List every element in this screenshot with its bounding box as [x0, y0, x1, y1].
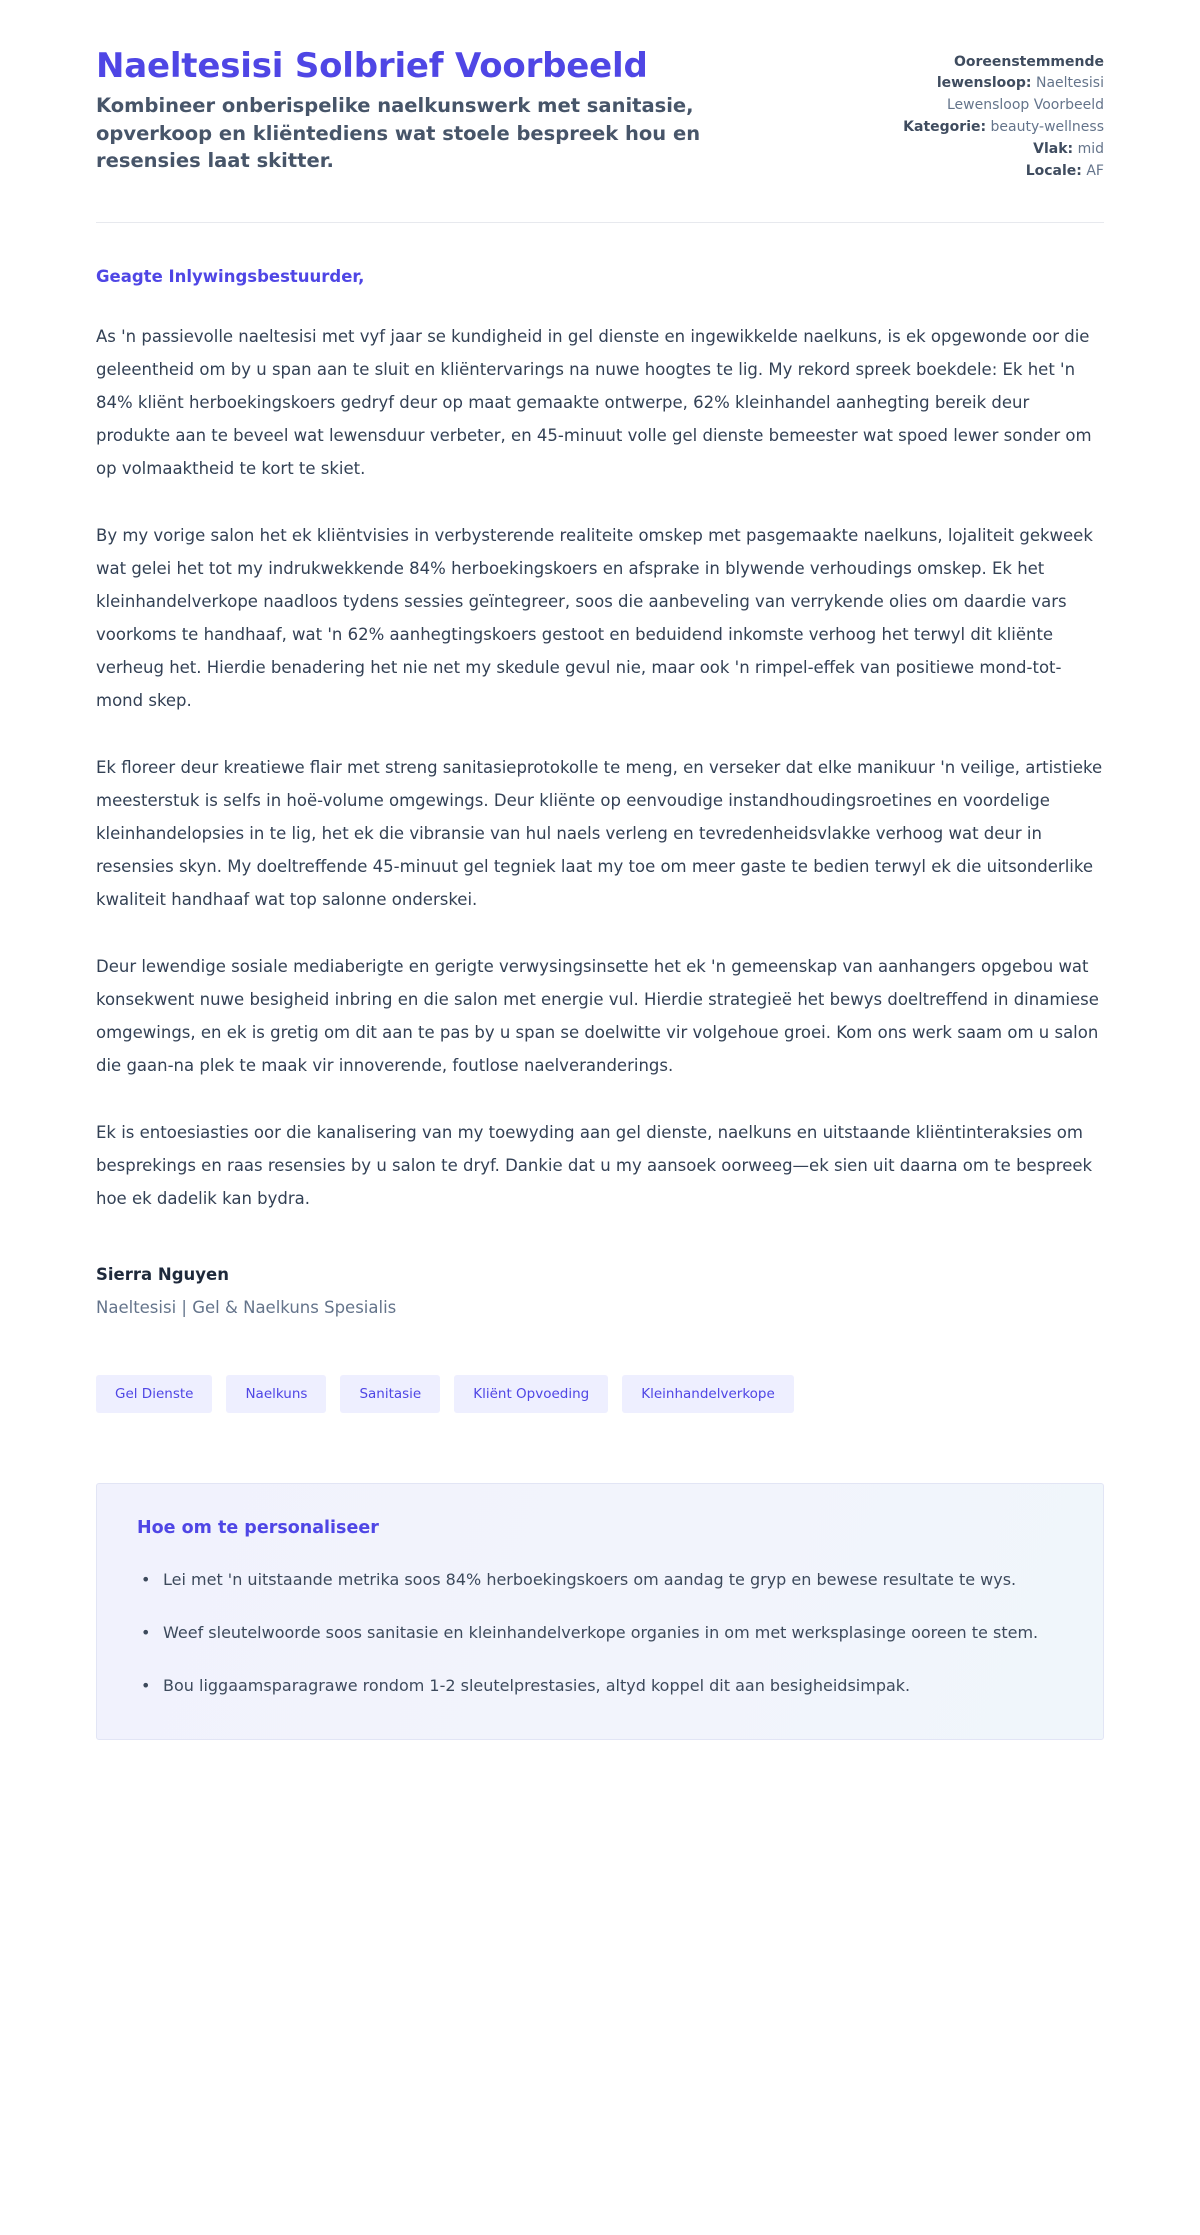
tag-chip[interactable]: Naelkuns — [226, 1375, 326, 1413]
callout-title: Hoe om te personaliseer — [137, 1517, 379, 1538]
metadata-value-category: beauty-wellness — [990, 118, 1104, 135]
document-metadata — [894, 46, 1104, 184]
letter-body — [96, 223, 1104, 1215]
callout-tip-list — [137, 1564, 1063, 1702]
page-subtitle: Kombineer onberispelike naelkunswerk met sanitasie, opverkoop en kliëntediens wat stoele bespreek hou en resensies laat skitter. — [96, 94, 701, 173]
tag-chip[interactable]: Kliënt Opvoeding — [454, 1375, 608, 1413]
callout-tip-item: • Lei met 'n uitstaande metrika soos 84% herboekingskoers om aandag te gryp en bewese resultate te wys. — [137, 1564, 1063, 1595]
tag-chip[interactable]: Gel Dienste — [96, 1375, 212, 1413]
metadata-row-resume — [894, 52, 1104, 116]
document-header — [96, 46, 1104, 184]
letter-paragraph: Ek floreer deur kreatiewe flair met streng sanitasieprotokolle te meng, en verseker dat elke manikuur 'n veilige, artistieke meesterstuk is selfs in hoë-volume omgewings. Deur kliënte op eenvoudige instandhoudingsroetines en voordelige kleinhandelopsies in te lig, het ek die vibransie van hul naels verleng en tevredenheidsvlakke verhoog wat deur in resensies skyn. My doeltreffende 45-minuut gel tegniek laat my toe om meer gaste te bedien terwyl ek die uitsonderlike kwaliteit handhaaf wat top salonne onderskei. — [96, 757, 1103, 909]
signature-block — [96, 1265, 1104, 1317]
letter-paragraph: As 'n passievolle naeltesisi met vyf jaar se kundigheid in gel dienste en ingewikkelde naelkuns, is ek opgewonde oor die geleentheid om by u span aan te sluit en kliëntervarings na nuwe hoogtes te lig. My rekord spreek boekdele: Ek het 'n 84% kliënt herboekingskoers gedryf deur op maat gemaakte ontwerpe, 62% kleinhandel aanhegting bereik deur produkte aan te beveel wat lewensduur verbeter, en 45-minuut volle gel dienste bemeester wat spoed lewer sonder om op volmaaktheid te kort te skiet. — [96, 326, 1092, 478]
metadata-label-category: Kategorie: — [903, 118, 987, 135]
metadata-row-level — [894, 139, 1104, 160]
metadata-value-level: mid — [1077, 141, 1104, 158]
metadata-label-resume: Ooreenstemmende lewensloop: — [936, 54, 1104, 92]
callout-tip-item: • Bou liggaamsparagrawe rondom 1-2 sleutelprestasies, altyd koppel dit aan besigheidsimpak. — [137, 1670, 1063, 1701]
metadata-value-locale: AF — [1086, 163, 1104, 180]
header-title-block — [96, 46, 796, 175]
metadata-row-category — [894, 117, 1104, 138]
callout-tip-item: • Weef sleutelwoorde soos sanitasie en kleinhandelverkope organies in om met werksplasinge ooreen te stem. — [137, 1617, 1063, 1648]
letter-paragraph: Ek is entoesiasties oor die kanalisering van my toewyding aan gel dienste, naelkuns en uitstaande kliëntinteraksies om besprekings en raas resensies by u salon te dryf. Dankie dat u my aansoek oorweeg—ek sien uit daarna om te bespreek hoe ek dadelik kan bydra. — [96, 1122, 1093, 1208]
metadata-row-locale — [894, 161, 1104, 182]
letter-salutation: Geagte Inlywingsbestuurder, — [96, 266, 365, 286]
signature-role: Naeltesisi | Gel & Naelkuns Spesialis — [96, 1297, 397, 1317]
tag-chip[interactable]: Kleinhandelverkope — [622, 1375, 794, 1413]
page-title: Naeltesisi Solbrief Voorbeeld — [96, 46, 648, 86]
personalization-callout — [96, 1483, 1104, 1741]
tag-chip[interactable]: Sanitasie — [340, 1375, 440, 1413]
signature-name: Sierra Nguyen — [96, 1264, 229, 1284]
metadata-value-resume: Naeltesisi Lewensloop Voorbeeld — [946, 75, 1104, 113]
metadata-label-level: Vlak: — [1033, 141, 1074, 158]
letter-paragraph: By my vorige salon het ek kliëntvisies in verbysterende realiteite omskep met pasgemaakte naelkuns, lojaliteit gekweek wat gelei het tot my indrukwekkende 84% herboekingskoers en afsprake in blywende verhoudings omskep. Ek het kleinhandelverkope naadloos tydens sessies geïntegreer, soos die aanbeveling van verrykende olies om daardie vars voorkoms te handhaaf, wat 'n 62% aanhegtingskoers gestoot en beduidend inkomste verhoog het terwyl dit kliënte verheug het. Hierdie benadering het nie net my skedule gevul nie, maar ook 'n rimpel-effek van positiewe mond-tot-mond skep. — [96, 525, 1093, 710]
tag-list — [96, 1375, 1104, 1413]
metadata-label-locale: Locale: — [1025, 163, 1082, 180]
letter-paragraph: Deur lewendige sosiale mediaberigte en gerigte verwysingsinsette het ek 'n gemeenskap van aanhangers opgebou wat konsekwent nuwe besigheid inbring en die salon met energie vul. Hierdie strategieë het bewys doeltreffend in dinamiese omgewings, en ek is gretig om dit aan te pas by u span se doelwitte vir volgehoue groei. Kom ons werk saam om u salon die gaan-na plek te maak vir innoverende, foutlose naelveranderings. — [96, 956, 1099, 1075]
